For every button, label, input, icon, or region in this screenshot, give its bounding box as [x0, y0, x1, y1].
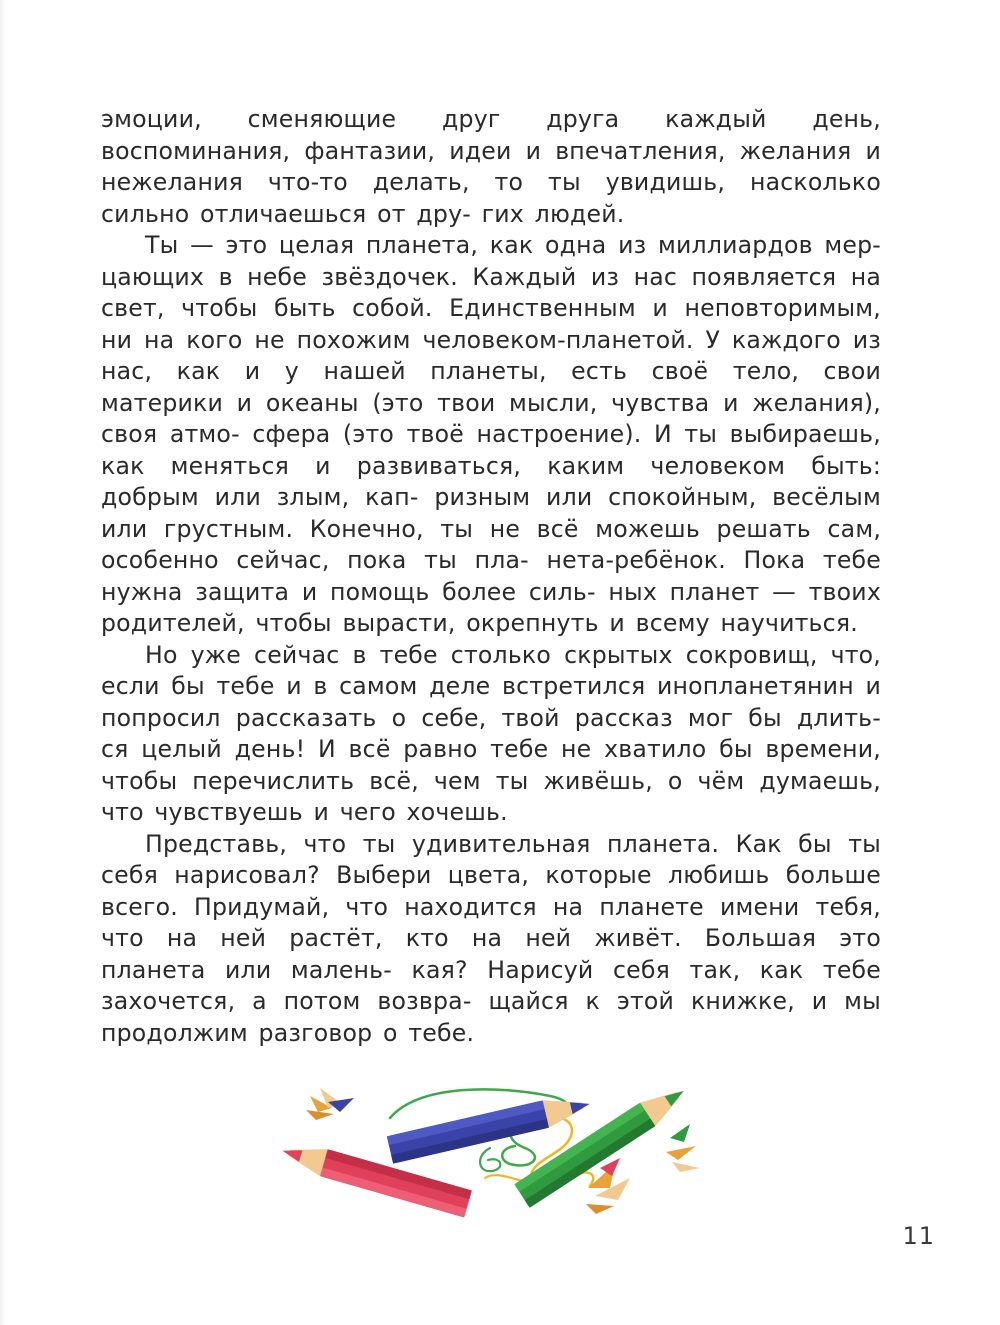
- text-line: эмоции, сменяющие друг друга каждый день, воспоминания,: [101, 105, 881, 165]
- text-line: и всему научиться.: [609, 609, 858, 637]
- text-line: Но уже сейчас в тебе столько скрытых сокровищ, что,: [145, 640, 881, 669]
- text-line: не всё можешь решать сам, особенно сейчас, пока ты пла-: [101, 514, 882, 574]
- text-line: растёт, кто на ней живёт. Большая это планета или малень-: [101, 924, 882, 984]
- paragraph: [101, 640, 881, 829]
- pencil-shavings-left: [306, 1088, 354, 1120]
- text-line: свет, чтобы быть собой. Единственным и неповторимым, ни: [101, 294, 881, 354]
- text-line: цающих в небе звёздочек. Каждый из нас появляется на: [101, 262, 881, 291]
- text-line: делать, то ты увидишь, насколько сильно отличаешься от дру-: [101, 168, 881, 228]
- body-text: [101, 104, 881, 1049]
- paragraph: [101, 230, 881, 640]
- colored-pencils-illustration: [270, 1068, 730, 1228]
- text-line: и развиваться, каким человеком быть: добрым или злым, кап-: [101, 451, 881, 511]
- paragraph: [101, 829, 881, 1050]
- text-line: на кого не похожим человеком-планетой. У каждого из нас,: [101, 325, 882, 385]
- text-line: ных планет — твоих родителей, чтобы вырасти, окрепнуть: [101, 577, 881, 637]
- text-line: Представь, что ты удивительная планета. Как бы ты себя: [101, 829, 881, 889]
- text-line: и попросил рассказать о себе, твой рассказ мог бы длить-: [101, 672, 881, 732]
- text-line: нарисовал? Выбери цвета, которые любишь больше всего.: [101, 861, 881, 921]
- paragraph: [101, 104, 881, 230]
- green-scribble-loop: [480, 1148, 500, 1171]
- text-line: нета-ребёнок. Пока тебе нужна защита и помощь более силь-: [101, 546, 882, 606]
- text-line: если бы тебе и в самом деле встретился инопланетянин: [101, 672, 854, 700]
- text-line: ризным или спокойным, весёлым или грустным. Конечно, ты: [101, 483, 881, 543]
- text-line: фантазии, идеи и впечатления, желания и нежелания что-то: [101, 136, 882, 196]
- text-line: чувствуешь и чего хочешь.: [154, 798, 508, 826]
- text-line: и океаны (это твои мысли, чувства и желания), своя атмо-: [101, 388, 882, 448]
- text-line: кая? Нарисуй себя так, как тебе захочется, а потом возвра-: [101, 955, 882, 1015]
- blue-pencil: [387, 1090, 593, 1163]
- green-pencil: [514, 1079, 691, 1208]
- text-line: Ты — это целая планета, как одна из миллиардов мер-: [145, 231, 881, 259]
- text-line: сфера (это твоё настроение). И ты выбираешь, как меняться: [101, 420, 881, 480]
- text-line: как и у нашей планеты, есть своё тело, свои материки: [101, 357, 881, 417]
- text-line: чтобы перечислить всё, чем ты живёшь, о чём думаешь, что: [101, 766, 881, 826]
- text-line: Придумай, что находится на планете имени тебя, что на ней: [101, 892, 882, 952]
- text-line: гих людей.: [481, 199, 625, 228]
- text-line: ся целый день! И всё равно тебе не хватило бы времени,: [101, 735, 881, 763]
- text-line: щайся к этой книжке, и мы продолжим разговор о тебе.: [101, 987, 882, 1047]
- page-edge-shadow: [0, 0, 6, 1325]
- page-number: 11: [902, 1222, 935, 1250]
